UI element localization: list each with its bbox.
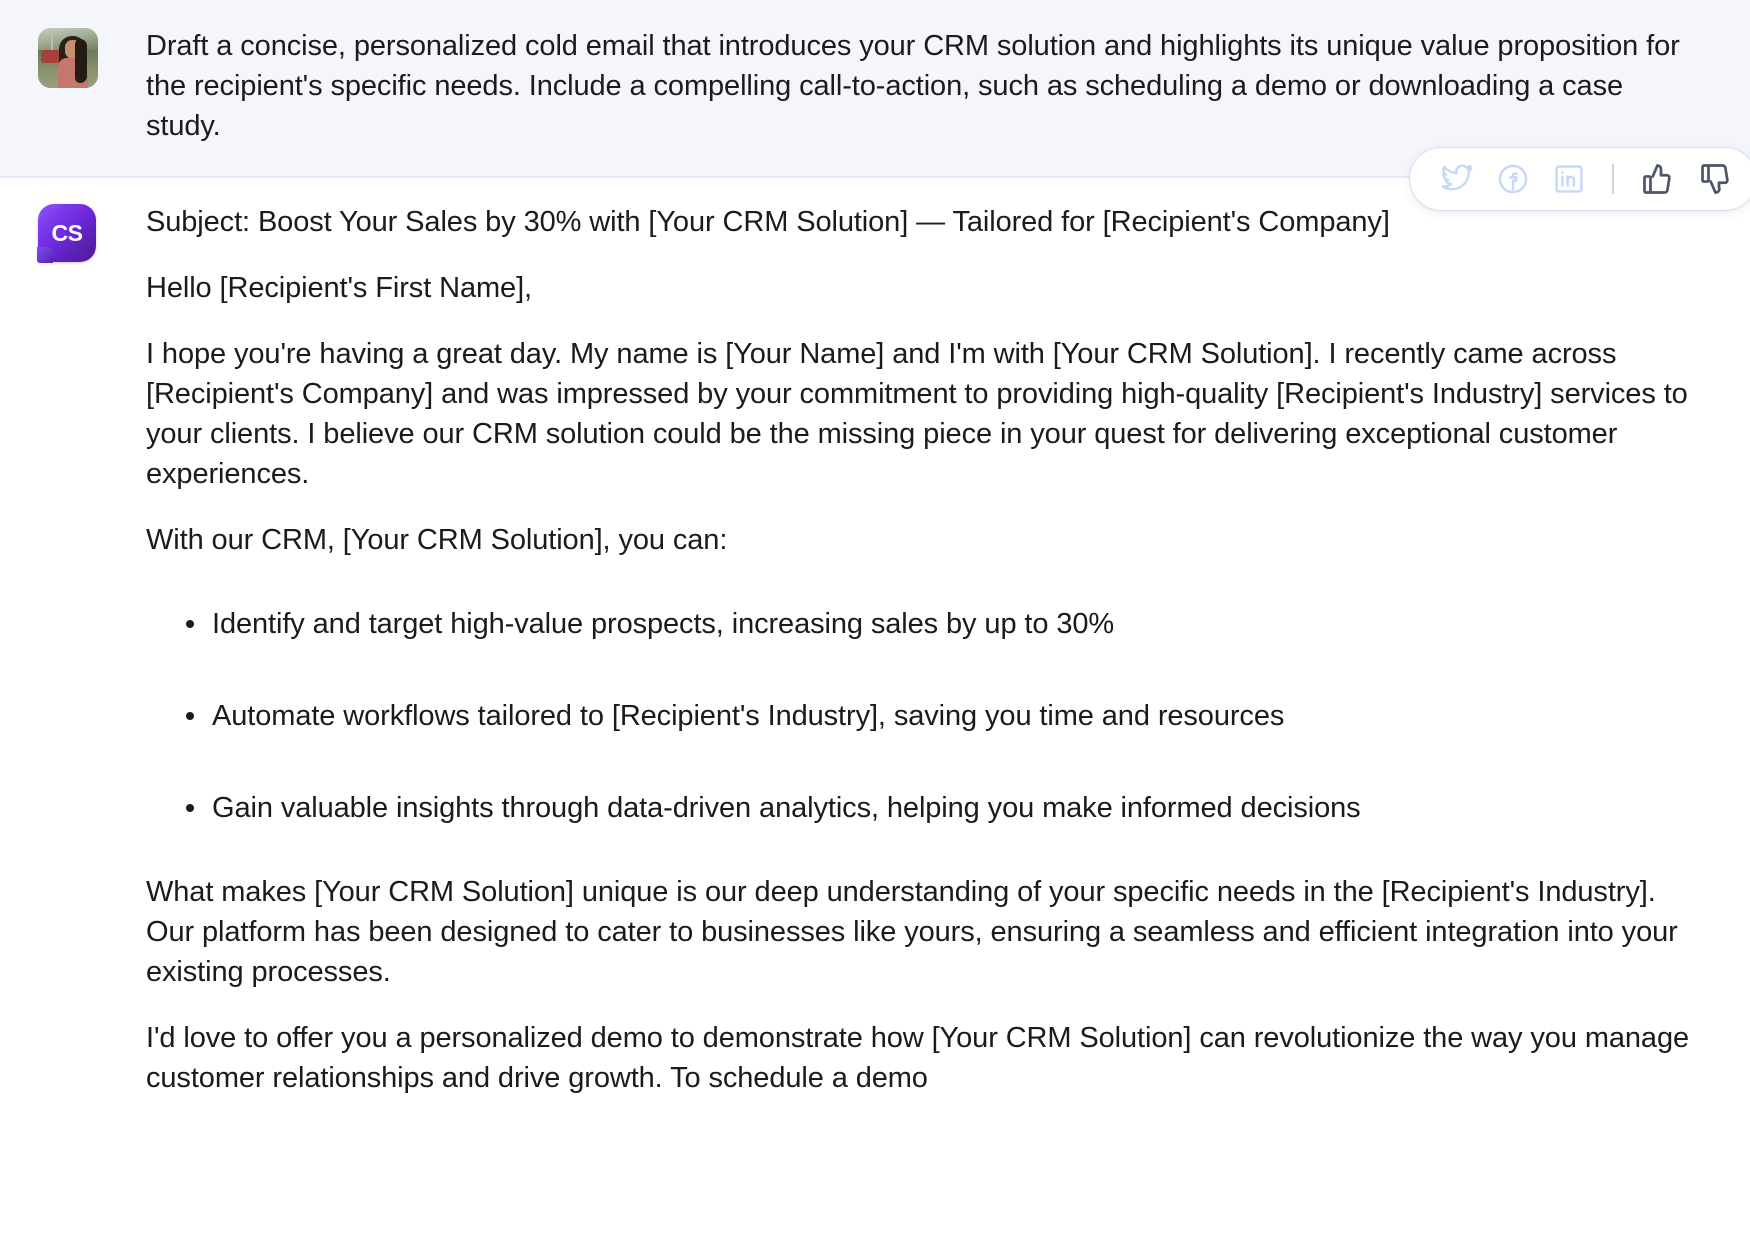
facebook-icon[interactable] <box>1496 162 1530 196</box>
assistant-message-turn <box>0 178 1750 1098</box>
user-prompt-text: Draft a concise, personalized cold email that introduces your CRM solution and highlights its unique value proposition for the recipient's specific needs. Include a compelling call-to-action, such as scheduling a demo or downloading a case study. <box>146 30 1680 143</box>
assistant-message-body <box>146 202 1710 1098</box>
email-paragraph-2: What makes [Your CRM Solution] unique is our deep understanding of your specific needs in the [Recipient's Industry]. Our platform has been designed to cater to businesses like yours, ensuring a seamless and efficient integration into your existing processes. <box>146 876 1678 989</box>
toolbar-divider <box>1612 164 1614 194</box>
user-avatar-column <box>38 26 146 88</box>
list-item: Automate workflows tailored to [Recipient's Industry], saving you time and resources <box>212 696 1700 736</box>
assistant-avatar-column <box>38 202 146 262</box>
thumbs-up-icon[interactable] <box>1640 161 1676 197</box>
email-paragraph-1: I hope you're having a great day. My name is [Your Name] and I'm with [Your CRM Solution]. I recently came across [Recipient's Company] and was impressed by your commitment to providing high-quality [Recipient's Industry] services to your clients. I believe our CRM solution could be the missing piece in your quest for delivering exceptional customer experiences. <box>146 338 1688 491</box>
email-benefit-list <box>146 604 1700 828</box>
avatar-photo-pole <box>51 30 53 52</box>
list-item: Identify and target high-value prospects, increasing sales by up to 30% <box>212 604 1700 644</box>
email-greeting: Hello [Recipient's First Name], <box>146 272 532 305</box>
email-list-intro: With our CRM, [Your CRM Solution], you can: <box>146 524 728 557</box>
linkedin-icon[interactable] <box>1552 162 1586 196</box>
email-paragraph-3: I'd love to offer you a personalized demo to demonstrate how [Your CRM Solution] can revolutionize the way you manage customer relationships and drive growth. To schedule a demo <box>146 1022 1690 1095</box>
assistant-brand-logo <box>38 204 96 262</box>
avatar-photo-car <box>41 50 61 63</box>
email-subject-line: Subject: Boost Your Sales by 30% with [Your CRM Solution] — Tailored for [Recipient's Company] <box>146 206 1390 239</box>
user-profile-photo <box>38 28 98 88</box>
list-item: Gain valuable insights through data-driven analytics, helping you make informed decisions <box>212 788 1700 828</box>
twitter-icon[interactable] <box>1440 162 1474 196</box>
user-message-body <box>146 26 1710 146</box>
assistant-logo-label: CS <box>51 219 83 246</box>
avatar-photo-hair-front <box>75 39 87 83</box>
thumbs-down-icon[interactable] <box>1698 161 1734 197</box>
share-feedback-toolbar[interactable] <box>1410 148 1750 210</box>
